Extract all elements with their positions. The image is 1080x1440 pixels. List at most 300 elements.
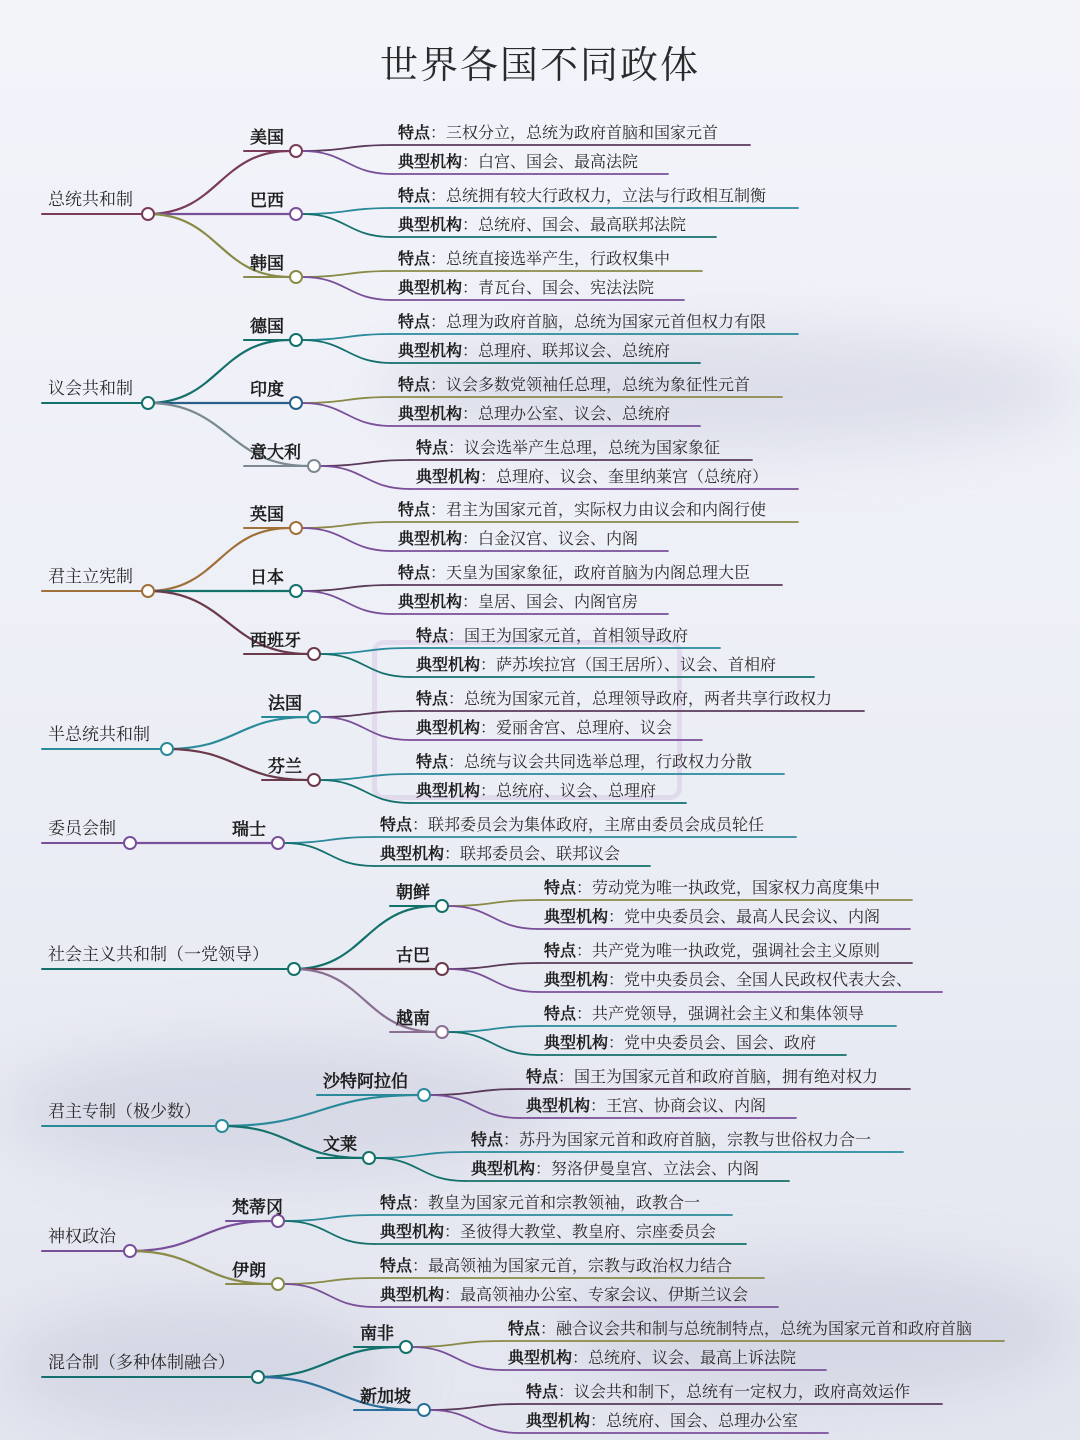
- branch-connector: [222, 1095, 418, 1126]
- country-label[interactable]: [250, 256, 284, 273]
- institution-label: 典型机构: [416, 781, 481, 800]
- separator: ：: [448, 626, 465, 645]
- institution-label: 典型机构: [416, 655, 481, 674]
- country-name: 美国: [250, 128, 284, 148]
- institution-connector: [302, 277, 392, 300]
- branch-connector: [130, 1221, 272, 1251]
- system-node[interactable]: [252, 1371, 264, 1383]
- institution-value: 总理府、联邦议会、总统府: [478, 341, 671, 360]
- country-node[interactable]: [308, 460, 320, 472]
- country-name: 梵蒂冈: [232, 1198, 283, 1218]
- institution-label: 典型机构: [471, 1159, 536, 1178]
- feature-value: 共产党领导，强调社会主义和集体领导: [592, 1004, 865, 1023]
- separator: ：: [558, 1382, 575, 1401]
- separator: ：: [540, 1319, 557, 1338]
- institution-connector: [448, 969, 538, 992]
- feature-connector: [320, 774, 410, 780]
- system-node[interactable]: [142, 208, 154, 220]
- country-name: 伊朗: [232, 1261, 266, 1281]
- feature-label: 特点: [398, 312, 431, 331]
- country-node[interactable]: [272, 837, 284, 849]
- feature-label: 特点: [380, 1193, 413, 1212]
- system-name: 君主立宪制: [48, 567, 133, 587]
- separator: ：: [462, 592, 479, 611]
- institution-value: 皇居、国会、内阁官房: [478, 592, 639, 611]
- country-node[interactable]: [290, 145, 302, 157]
- country-node[interactable]: [436, 963, 448, 975]
- feature-label: 特点: [380, 1256, 413, 1275]
- feature-label: 特点: [398, 563, 431, 582]
- institution-text: [544, 1035, 816, 1051]
- country-node[interactable]: [308, 648, 320, 660]
- separator: ：: [480, 467, 497, 486]
- institution-label: 典型机构: [380, 844, 445, 863]
- page-title: 世界各国不同政体: [379, 43, 700, 87]
- feature-value: 议会共和制下，总统有一定权力，政府高效运作: [574, 1382, 911, 1401]
- country-node[interactable]: [418, 1089, 430, 1101]
- feature-connector: [320, 711, 410, 717]
- institution-text: [398, 343, 670, 359]
- institution-connector: [302, 403, 392, 426]
- separator: ：: [462, 152, 479, 171]
- country-node[interactable]: [418, 1404, 430, 1416]
- system-node[interactable]: [124, 837, 136, 849]
- feature-connector: [302, 522, 392, 528]
- country-name: 瑞士: [232, 820, 266, 840]
- separator: ：: [576, 941, 593, 960]
- country-node[interactable]: [290, 397, 302, 409]
- country-name: 新加坡: [360, 1387, 411, 1407]
- country-label[interactable]: [250, 445, 301, 462]
- country-name: 意大利: [250, 443, 301, 463]
- institution-connector: [412, 1347, 502, 1370]
- country-node[interactable]: [290, 334, 302, 346]
- feature-connector: [375, 1152, 465, 1158]
- country-name: 巴西: [250, 191, 284, 211]
- separator: ：: [430, 123, 447, 142]
- feature-text: [416, 628, 688, 644]
- feature-text: [526, 1069, 878, 1085]
- institution-text: [398, 154, 638, 170]
- institution-value: 总理府、议会、奎里纳莱宫（总统府）: [496, 467, 769, 486]
- feature-value: 三权分立，总统为政府首脑和国家元首: [446, 123, 719, 142]
- country-name: 西班牙: [250, 631, 301, 651]
- feature-connector: [284, 1278, 374, 1284]
- feature-value: 融合议会共和制与总统制特点，总统为国家元首和政府首脑: [556, 1319, 973, 1338]
- institution-label: 典型机构: [398, 341, 463, 360]
- institution-connector: [284, 843, 374, 866]
- country-label[interactable]: [268, 759, 302, 776]
- institution-label: 典型机构: [398, 152, 463, 171]
- country-name: 日本: [250, 568, 284, 588]
- branch-connector: [167, 717, 308, 749]
- separator: ：: [462, 278, 479, 297]
- institution-connector: [320, 780, 410, 803]
- institution-label: 典型机构: [544, 970, 609, 989]
- separator: ：: [503, 1130, 520, 1149]
- institution-value: 白金汉宫、议会、内阁: [478, 529, 639, 548]
- separator: ：: [480, 781, 497, 800]
- institution-text: [380, 846, 620, 862]
- country-name: 法国: [268, 694, 302, 714]
- country-name: 韩国: [250, 254, 284, 274]
- separator: ：: [430, 563, 447, 582]
- institution-value: 白宫、国会、最高法院: [478, 152, 639, 171]
- institution-label: 典型机构: [380, 1285, 445, 1304]
- separator: ：: [608, 1033, 625, 1052]
- feature-text: [416, 440, 720, 456]
- feature-text: [398, 565, 750, 581]
- system-label[interactable]: [48, 1355, 235, 1372]
- feature-label: 特点: [544, 878, 577, 897]
- institution-value: 圣彼得大教堂、教皇府、宗座委员会: [460, 1222, 717, 1241]
- country-label[interactable]: [323, 1074, 408, 1091]
- country-node[interactable]: [290, 585, 302, 597]
- institution-text: [416, 657, 776, 673]
- feature-label: 特点: [398, 123, 431, 142]
- separator: ：: [590, 1411, 607, 1430]
- institution-label: 典型机构: [526, 1096, 591, 1115]
- feature-label: 特点: [398, 375, 431, 394]
- institution-text: [398, 531, 638, 547]
- institution-label: 典型机构: [544, 907, 609, 926]
- institution-text: [380, 1287, 748, 1303]
- institution-text: [544, 972, 912, 988]
- feature-value: 总统与议会共同选举总理，行政权力分散: [464, 752, 753, 771]
- institution-text: [544, 909, 880, 925]
- feature-connector: [302, 271, 392, 277]
- institution-value: 党中央委员会、最高人民会议、内阁: [624, 907, 881, 926]
- separator: ：: [412, 1193, 429, 1212]
- separator: ：: [480, 718, 497, 737]
- separator: ：: [430, 186, 447, 205]
- separator: ：: [558, 1067, 575, 1086]
- feature-value: 议会选举产生总理，总统为国家象征: [464, 438, 721, 457]
- country-label[interactable]: [396, 1011, 430, 1028]
- institution-connector: [430, 1095, 520, 1118]
- feature-label: 特点: [416, 689, 449, 708]
- feature-label: 特点: [544, 1004, 577, 1023]
- institution-text: [471, 1161, 759, 1177]
- feature-connector: [412, 1341, 502, 1347]
- institution-connector: [302, 528, 392, 551]
- institution-label: 典型机构: [398, 215, 463, 234]
- country-label[interactable]: [250, 382, 284, 399]
- system-name: 委员会制: [48, 819, 116, 839]
- institution-value: 总统府、议会、最高上诉法院: [588, 1348, 797, 1367]
- institution-text: [416, 783, 656, 799]
- feature-connector: [320, 460, 410, 466]
- institution-value: 党中央委员会、国会、政府: [624, 1033, 817, 1052]
- feature-connector: [302, 334, 392, 340]
- separator: ：: [444, 844, 461, 863]
- institution-connector: [320, 717, 410, 740]
- feature-value: 最高领袖为国家元首，宗教与政治权力结合: [428, 1256, 733, 1275]
- feature-text: [544, 880, 880, 896]
- feature-text: [398, 314, 766, 330]
- country-label[interactable]: [250, 507, 284, 524]
- feature-text: [398, 125, 718, 141]
- country-label[interactable]: [268, 696, 302, 713]
- feature-label: 特点: [398, 249, 431, 268]
- feature-label: 特点: [526, 1382, 559, 1401]
- country-label[interactable]: [396, 948, 430, 965]
- feature-text: [398, 251, 670, 267]
- system-name: 神权政治: [48, 1227, 116, 1247]
- country-node[interactable]: [272, 1278, 284, 1290]
- system-node[interactable]: [142, 397, 154, 409]
- feature-value: 苏丹为国家元首和政府首脑，宗教与世俗权力合一: [519, 1130, 872, 1149]
- institution-connector: [302, 151, 392, 174]
- country-name: 印度: [250, 380, 284, 400]
- separator: ：: [444, 1222, 461, 1241]
- institution-connector: [284, 1221, 374, 1244]
- system-name: 半总统共和制: [48, 725, 150, 745]
- country-node[interactable]: [436, 1026, 448, 1038]
- separator: ：: [448, 438, 465, 457]
- feature-text: [398, 502, 766, 518]
- institution-connector: [375, 1158, 465, 1181]
- system-name: 议会共和制: [48, 379, 133, 399]
- feature-text: [471, 1132, 871, 1148]
- institution-text: [416, 469, 768, 485]
- system-node[interactable]: [288, 963, 300, 975]
- country-name: 古巴: [396, 946, 430, 966]
- country-name: 朝鲜: [396, 883, 430, 903]
- system-label[interactable]: [48, 947, 269, 964]
- country-name: 沙特阿拉伯: [323, 1072, 408, 1092]
- separator: ：: [608, 970, 625, 989]
- country-node[interactable]: [290, 208, 302, 220]
- institution-label: 典型机构: [544, 1033, 609, 1052]
- system-label[interactable]: [48, 1229, 116, 1246]
- separator: ：: [576, 878, 593, 897]
- system-node[interactable]: [216, 1120, 228, 1132]
- separator: ：: [572, 1348, 589, 1367]
- separator: ：: [430, 500, 447, 519]
- country-label[interactable]: [396, 885, 430, 902]
- institution-text: [380, 1224, 716, 1240]
- country-node[interactable]: [308, 711, 320, 723]
- institution-label: 典型机构: [416, 718, 481, 737]
- feature-label: 特点: [526, 1067, 559, 1086]
- separator: ：: [535, 1159, 552, 1178]
- feature-text: [416, 754, 752, 770]
- country-node[interactable]: [290, 271, 302, 283]
- feature-label: 特点: [416, 752, 449, 771]
- branch-connector: [258, 1347, 400, 1377]
- feature-connector: [448, 900, 538, 906]
- separator: ：: [430, 249, 447, 268]
- system-name: 君主专制（极少数）: [48, 1102, 201, 1122]
- institution-value: 总理办公室、议会、总统府: [478, 404, 671, 423]
- country-label[interactable]: [232, 1263, 266, 1280]
- feature-text: [416, 691, 832, 707]
- separator: ：: [480, 655, 497, 674]
- institution-label: 典型机构: [508, 1348, 573, 1367]
- institution-value: 最高领袖办公室、专家会议、伊斯兰议会: [460, 1285, 749, 1304]
- institution-value: 总统府、国会、最高联邦法院: [478, 215, 687, 234]
- separator: ：: [448, 689, 465, 708]
- institution-connector: [448, 1032, 538, 1055]
- country-label[interactable]: [232, 1200, 283, 1217]
- feature-label: 特点: [380, 815, 413, 834]
- institution-connector: [320, 466, 410, 489]
- system-label[interactable]: [48, 192, 133, 209]
- feature-value: 天皇为国家象征，政府首脑为内阁总理大臣: [446, 563, 751, 582]
- feature-value: 劳动党为唯一执政党，国家权力高度集中: [592, 878, 881, 897]
- country-name: 德国: [250, 317, 284, 337]
- separator: ：: [462, 404, 479, 423]
- feature-text: [508, 1321, 972, 1337]
- feature-value: 国王为国家元首和政府首脑，拥有绝对权力: [574, 1067, 879, 1086]
- feature-text: [398, 188, 766, 204]
- institution-text: [398, 280, 654, 296]
- system-node[interactable]: [124, 1245, 136, 1257]
- feature-connector: [302, 585, 392, 591]
- system-name: 混合制（多种体制融合）: [48, 1353, 235, 1373]
- institution-connector: [302, 214, 392, 237]
- system-node[interactable]: [142, 585, 154, 597]
- feature-value: 国王为国家元首，首相领导政府: [464, 626, 689, 645]
- institution-value: 青瓦台、国会、宪法法院: [478, 278, 655, 297]
- feature-label: 特点: [544, 941, 577, 960]
- feature-label: 特点: [398, 500, 431, 519]
- separator: ：: [430, 312, 447, 331]
- institution-connector: [302, 591, 392, 614]
- feature-connector: [448, 1026, 538, 1032]
- institution-value: 萨苏埃拉宫（国王居所）、议会、首相府: [496, 655, 777, 674]
- separator: ：: [444, 1285, 461, 1304]
- feature-text: [544, 943, 880, 959]
- feature-text: [544, 1006, 864, 1022]
- country-node[interactable]: [363, 1152, 375, 1164]
- feature-label: 特点: [398, 186, 431, 205]
- country-label[interactable]: [250, 570, 284, 587]
- country-name: 文莱: [323, 1135, 357, 1155]
- country-label[interactable]: [250, 130, 284, 147]
- system-name: 总统共和制: [48, 190, 133, 210]
- system-label[interactable]: [48, 569, 133, 586]
- feature-text: [380, 1258, 732, 1274]
- separator: ：: [462, 215, 479, 234]
- feature-value: 教皇为国家元首和宗教领袖，政教合一: [428, 1193, 701, 1212]
- institution-value: 爱丽舍宫、总理府、议会: [496, 718, 673, 737]
- separator: ：: [430, 375, 447, 394]
- institution-connector: [320, 654, 410, 677]
- feature-text: [380, 1195, 700, 1211]
- separator: ：: [462, 341, 479, 360]
- feature-text: [526, 1384, 910, 1400]
- feature-connector: [302, 145, 392, 151]
- feature-value: 君主为国家元首，实际权力由议会和内阁行使: [446, 500, 767, 519]
- country-name: 英国: [250, 505, 284, 525]
- country-node[interactable]: [308, 774, 320, 786]
- institution-value: 党中央委员会、全国人民政权代表大会、: [624, 970, 913, 989]
- feature-value: 总理为政府首脑，总统为国家元首但权力有限: [446, 312, 767, 331]
- institution-label: 典型机构: [398, 592, 463, 611]
- feature-connector: [302, 397, 392, 403]
- institution-label: 典型机构: [398, 278, 463, 297]
- feature-text: [398, 377, 750, 393]
- feature-connector: [448, 963, 538, 969]
- institution-label: 典型机构: [398, 529, 463, 548]
- system-label[interactable]: [48, 821, 116, 838]
- institution-text: [526, 1413, 798, 1429]
- country-label[interactable]: [250, 319, 284, 336]
- separator: ：: [590, 1096, 607, 1115]
- institution-connector: [284, 1284, 374, 1307]
- country-label[interactable]: [250, 633, 301, 650]
- country-name: 南非: [360, 1324, 394, 1344]
- country-label[interactable]: [360, 1389, 411, 1406]
- country-name: 芬兰: [268, 757, 302, 777]
- institution-label: 典型机构: [416, 467, 481, 486]
- feature-connector: [284, 1215, 374, 1221]
- separator: ：: [448, 752, 465, 771]
- system-label[interactable]: [48, 727, 150, 744]
- institution-text: [398, 594, 638, 610]
- country-name: 越南: [396, 1009, 430, 1029]
- feature-value: 议会多数党领袖任总理，总统为象征性元首: [446, 375, 751, 394]
- feature-connector: [320, 648, 410, 654]
- institution-value: 联邦委员会、联邦议会: [460, 844, 621, 863]
- separator: ：: [412, 815, 429, 834]
- institution-value: 王宫、协商会议、内阁: [606, 1096, 767, 1115]
- feature-label: 特点: [416, 438, 449, 457]
- feature-value: 总统为国家元首，总理领导政府，两者共享行政权力: [464, 689, 833, 708]
- country-label[interactable]: [250, 193, 284, 210]
- system-label[interactable]: [48, 381, 133, 398]
- institution-connector: [302, 340, 392, 363]
- institution-value: 总统府、议会、总理府: [496, 781, 657, 800]
- feature-connector: [284, 837, 374, 843]
- institution-text: [526, 1098, 766, 1114]
- country-node[interactable]: [400, 1341, 412, 1353]
- feature-connector: [430, 1404, 520, 1410]
- feature-value: 联邦委员会为集体政府，主席由委员会成员轮任: [428, 815, 765, 834]
- institution-label: 典型机构: [398, 404, 463, 423]
- feature-value: 共产党为唯一执政党，强调社会主义原则: [592, 941, 881, 960]
- country-label[interactable]: [232, 822, 266, 839]
- institution-connector: [430, 1410, 520, 1433]
- separator: ：: [576, 1004, 593, 1023]
- system-node[interactable]: [161, 743, 173, 755]
- institution-text: [398, 217, 686, 233]
- institution-text: [398, 406, 670, 422]
- institution-value: 总统府、国会、总理办公室: [606, 1411, 799, 1430]
- feature-label: 特点: [508, 1319, 541, 1338]
- feature-text: [380, 817, 764, 833]
- separator: ：: [608, 907, 625, 926]
- country-node[interactable]: [290, 522, 302, 534]
- separator: ：: [412, 1256, 429, 1275]
- feature-value: 总统拥有较大行政权力，立法与行政相互制衡: [446, 186, 767, 205]
- system-name: 社会主义共和制（一党领导）: [48, 945, 269, 965]
- system-label[interactable]: [48, 1104, 201, 1121]
- country-label[interactable]: [323, 1137, 357, 1154]
- country-node[interactable]: [436, 900, 448, 912]
- institution-connector: [448, 906, 538, 929]
- institution-value: 努洛伊曼皇宫、立法会、内阁: [551, 1159, 760, 1178]
- feature-connector: [430, 1089, 520, 1095]
- institution-label: 典型机构: [380, 1222, 445, 1241]
- feature-label: 特点: [416, 626, 449, 645]
- country-label[interactable]: [360, 1326, 394, 1343]
- separator: ：: [462, 529, 479, 548]
- institution-text: [416, 720, 672, 736]
- feature-label: 特点: [471, 1130, 504, 1149]
